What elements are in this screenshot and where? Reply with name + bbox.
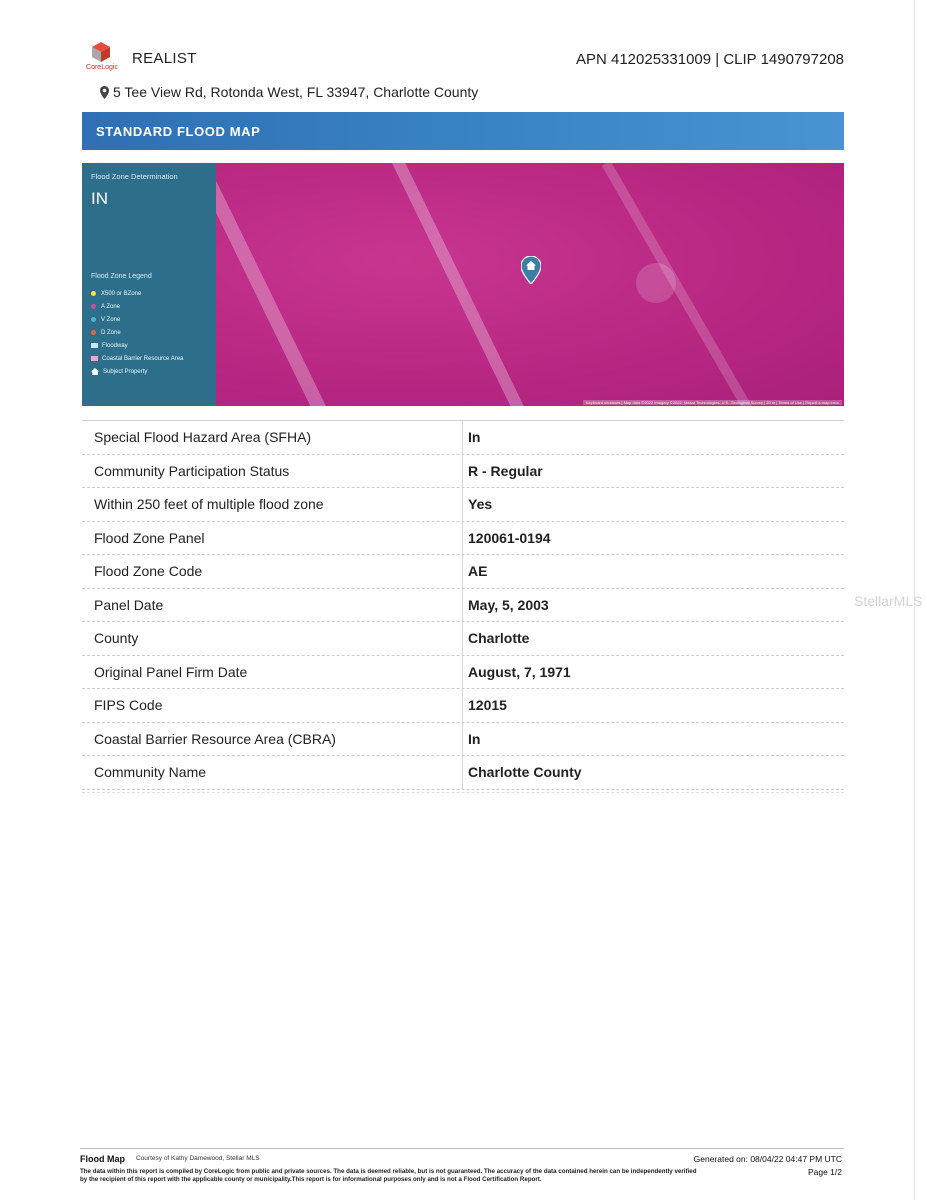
watermark: StellarMLS xyxy=(854,593,923,609)
determination-label: Flood Zone Determination xyxy=(91,172,178,181)
row-label: Special Flood Hazard Area (SFHA) xyxy=(94,429,312,445)
determination-value: IN xyxy=(91,189,108,208)
cbra-swatch-icon xyxy=(91,356,98,361)
table-row xyxy=(82,589,844,623)
legend-item xyxy=(91,300,183,313)
row-value: In xyxy=(468,730,481,747)
table-row xyxy=(82,421,844,455)
row-label: Flood Zone Panel xyxy=(94,529,205,546)
row-value: Charlotte xyxy=(468,630,530,646)
row-value: May, 5, 2003 xyxy=(468,596,549,613)
legend-item xyxy=(91,313,183,326)
legend-item xyxy=(91,352,183,365)
row-value: Charlotte County xyxy=(468,764,582,780)
row-value: Yes xyxy=(468,496,493,512)
row-value: In xyxy=(468,429,481,445)
row-label: FIPS Code xyxy=(94,697,163,713)
report-header xyxy=(82,40,844,76)
table-row xyxy=(82,488,844,522)
row-label: Flood Zone Code xyxy=(94,563,203,579)
table-row xyxy=(82,622,844,656)
table-row xyxy=(82,723,844,757)
legend-label: D Zone xyxy=(101,329,121,336)
row-value: 12015 xyxy=(468,697,507,713)
property-address xyxy=(100,84,478,100)
legend-label: X500 or BZone xyxy=(101,290,142,297)
flood-map[interactable] xyxy=(82,163,844,406)
flood-zone-legend xyxy=(91,287,183,378)
footer-title: Flood Map xyxy=(80,1154,125,1164)
row-label: Coastal Barrier Resource Area (CBRA) xyxy=(94,730,336,747)
legend-item xyxy=(91,287,183,300)
report-footer xyxy=(80,1148,844,1183)
magenta-dot-icon xyxy=(91,304,96,309)
row-label: Within 250 feet of multiple flood zone xyxy=(94,496,324,512)
disclaimer-text: The data within this report is compiled by CoreLogic from public and private sources. The data is deemed reliable, but is not guaranteed. The accuracy of the data contained herein can be independently verified by the recipient of this report with the applicable county or municipality.This report is for informational purposes only and is not a Flood Certification Report. xyxy=(80,1168,697,1183)
legend-label: Floodway xyxy=(102,342,128,349)
section-banner xyxy=(82,112,844,150)
legend-label: Coastal Barrier Resource Area xyxy=(102,355,184,362)
flood-details-table xyxy=(82,420,844,790)
row-value: AE xyxy=(468,563,488,579)
map-cul-de-sac xyxy=(636,263,676,303)
home-icon xyxy=(91,368,99,375)
row-label: Community Participation Status xyxy=(94,462,290,479)
table-row xyxy=(82,689,844,723)
address-text: 5 Tee View Rd, Rotonda West, FL 33947, Charlotte County xyxy=(113,84,479,100)
brand-name: REALIST xyxy=(132,50,197,67)
map-road xyxy=(602,163,761,406)
corelogic-cube-icon xyxy=(92,42,110,62)
footer-courtesy: Courtesy of Kathy Damewood, Stellar MLS xyxy=(136,1155,260,1162)
row-value: August, 7, 1971 xyxy=(468,663,571,680)
table-row xyxy=(82,455,844,489)
legend-item xyxy=(91,326,183,339)
generated-timestamp: Generated on: 08/04/22 04:47 PM UTC xyxy=(693,1154,842,1164)
row-label: County xyxy=(94,630,139,646)
table-divider xyxy=(82,792,844,793)
legend-item xyxy=(91,339,183,352)
satellite-map-area[interactable] xyxy=(216,163,844,406)
legend-label: A Zone xyxy=(101,303,121,310)
section-title: STANDARD FLOOD MAP xyxy=(96,124,261,139)
legend-title: Flood Zone Legend xyxy=(91,273,152,280)
row-value: 120061-0194 xyxy=(468,529,551,546)
legend-label: Subject Property xyxy=(103,368,148,375)
row-value: R - Regular xyxy=(468,462,543,479)
row-label: Community Name xyxy=(94,764,207,780)
yellow-dot-icon xyxy=(91,291,96,296)
table-row xyxy=(82,756,844,790)
flood-zone-panel xyxy=(82,163,216,406)
floodway-swatch-icon xyxy=(91,343,98,348)
corelogic-logo xyxy=(82,42,122,74)
orange-dot-icon xyxy=(91,330,96,335)
page-number: Page 1/2 xyxy=(807,1167,842,1177)
legend-label: V Zone xyxy=(101,316,121,323)
row-label: Panel Date xyxy=(94,596,164,613)
table-row xyxy=(82,522,844,556)
table-row xyxy=(82,555,844,589)
table-row xyxy=(82,656,844,690)
row-label: Original Panel Firm Date xyxy=(94,663,248,680)
apn-clip-id: APN 412025331009 | CLIP 1490797208 xyxy=(575,51,844,68)
legend-item xyxy=(91,365,183,378)
location-pin-icon xyxy=(100,86,109,99)
logo-wordmark: CoreLogic xyxy=(86,64,118,71)
blue-dot-icon xyxy=(91,317,96,322)
subject-property-pin-icon[interactable] xyxy=(521,256,541,284)
map-road xyxy=(391,163,533,406)
map-attribution[interactable]: Keyboard shortcuts | Map data ©2022 Imagery ©2022, Maxar Technologies, U.S. Geological Survey | 20 m | Terms of Use | Report a map error xyxy=(583,400,842,405)
